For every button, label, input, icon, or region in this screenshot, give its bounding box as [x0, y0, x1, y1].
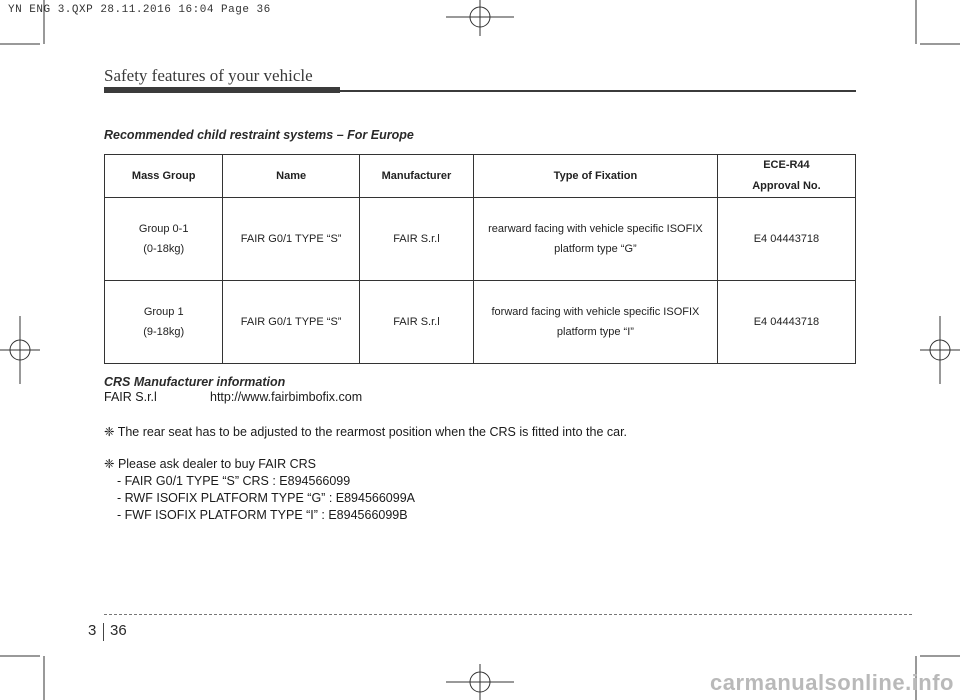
header-name: [223, 155, 359, 198]
header-manufacturer: [359, 155, 473, 198]
note-dealer: [104, 456, 415, 524]
header-text: Name: [276, 169, 307, 182]
header-text: Type of Fixation: [553, 169, 638, 182]
list-item: - FWF ISOFIX PLATFORM TYPE “I” : E894566099B: [117, 508, 408, 522]
section-title: Recommended child restraint systems – For Europe: [104, 128, 414, 142]
header-approval-no: [717, 155, 855, 198]
header-text: Mass Group: [131, 169, 196, 182]
cell-manufacturer: FAIR S.r.l: [359, 198, 473, 281]
header-text: Approval No.: [752, 180, 821, 192]
cell-mass-group: [105, 281, 223, 364]
list-item: - FAIR G0/1 TYPE “S” CRS : E894566099: [117, 474, 351, 488]
crs-website-link[interactable]: http://www.fairbimbofix.com: [210, 390, 363, 404]
cell-name: FAIR G0/1 TYPE “S”: [223, 198, 359, 281]
cell-text: Group 0-1: [138, 223, 189, 235]
cell-mass-group: [105, 198, 223, 281]
header-mass-group: [105, 155, 223, 198]
cell-fixation: [473, 198, 717, 281]
cell-text: (9-18kg): [143, 326, 185, 338]
cell-approval: E4 04443718: [717, 281, 855, 364]
crs-info-line: [104, 390, 363, 404]
header-text: Manufacturer: [381, 169, 452, 182]
table-row: [105, 198, 856, 281]
note-rear-seat: ❈ The rear seat has to be adjusted to the rearmost position when the CRS is fitted into the car.: [104, 425, 628, 439]
list-item: - RWF ISOFIX PLATFORM TYPE “G” : E894566099A: [117, 491, 416, 505]
cell-text: platform type “G”: [554, 243, 637, 255]
note-dealer-intro: ❈ Please ask dealer to buy FAIR CRS: [104, 457, 316, 471]
table-row: [105, 281, 856, 364]
header-text: ECE-R44: [763, 159, 810, 171]
cell-text: (0-18kg): [143, 243, 185, 255]
cell-text: rearward facing with vehicle specific ISOFIX: [488, 223, 703, 235]
chapter-header-title: Safety features of your vehicle: [104, 66, 313, 85]
crs-company: FAIR S.r.l: [104, 390, 157, 404]
cell-approval: E4 04443718: [717, 198, 855, 281]
header-type-of-fixation: [473, 155, 717, 198]
table-header-row: [105, 155, 856, 198]
page-number-value: 36: [110, 622, 127, 639]
header-rule: [340, 90, 856, 92]
watermark: carmanualsonline.info: [710, 670, 954, 695]
cell-text: platform type “I”: [556, 326, 634, 338]
cell-manufacturer: FAIR S.r.l: [359, 281, 473, 364]
cell-text: Group 1: [143, 306, 184, 318]
cell-name: FAIR G0/1 TYPE “S”: [223, 281, 359, 364]
cell-fixation: [473, 281, 717, 364]
page-number-separator: [103, 623, 104, 641]
chapter-number: 3: [88, 622, 97, 639]
crs-table: [104, 154, 856, 364]
footer-rule: [104, 614, 912, 615]
cell-text: forward facing with vehicle specific ISOFIX: [491, 306, 700, 318]
crs-info-title: CRS Manufacturer information: [104, 375, 286, 389]
header-accent-bar: [104, 87, 340, 93]
print-slug: YN ENG 3.QXP 28.11.2016 16:04 Page 36: [8, 4, 271, 16]
